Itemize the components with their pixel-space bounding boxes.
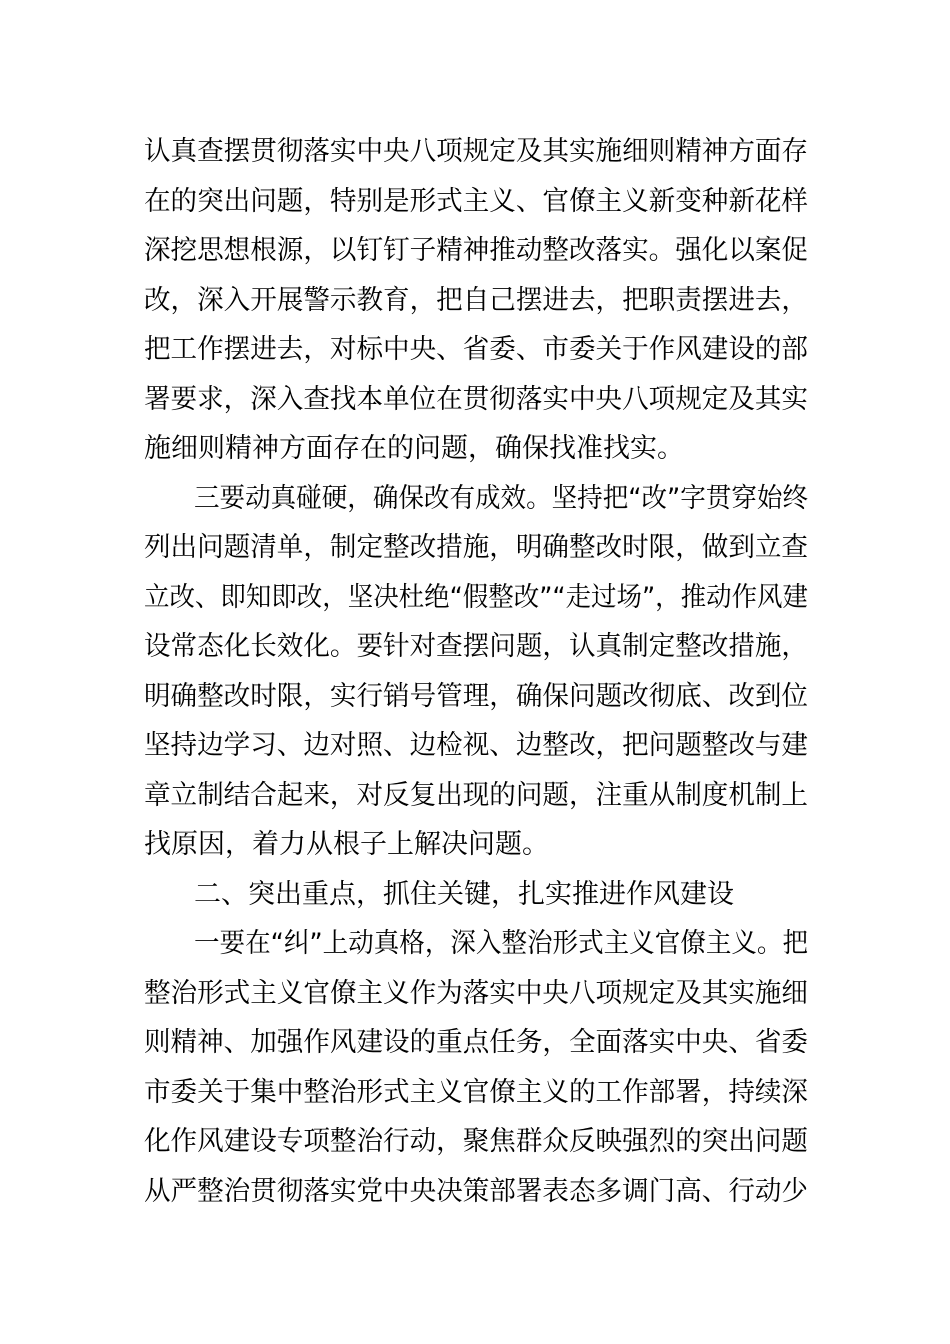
text-line: 立改、即知即改，坚决杜绝“假整改”“走过场”，推动作风建 [144,582,808,613]
paragraph-start-line: 一要在“纠”上动真格，深入整治形式主义官僚主义。把 [194,928,809,959]
text-line: 改，深入开展警示教育，把自己摆进去，把职责摆进去， [144,285,808,316]
text-line: 施细则精神方面存在的问题，确保找准找实。 [144,433,684,464]
text-line: 明确整改时限，实行销号管理，确保问题改彻底、改到位 [144,681,808,712]
text-line: 列出问题清单，制定整改措施，明确整改时限，做到立查 [144,532,808,563]
text-line: 在的突出问题，特别是形式主义、官僚主义新变种新花样 [144,186,808,217]
text-line: 把工作摆进去，对标中央、省委、市委关于作风建设的部 [144,334,808,365]
text-line: 从严整治贯彻落实党中央决策部署表态多调门高、行动少 [144,1176,808,1207]
text-line: 市委关于集中整治形式主义官僚主义的工作部署，持续深 [144,1077,808,1108]
text-line: 整治形式主义官僚主义作为落实中央八项规定及其实施细 [144,978,808,1009]
text-line: 则精神、加强作风建设的重点任务，全面落实中央、省委 [144,1027,808,1058]
text-line: 设常态化长效化。要针对查摆问题，认真制定整改措施， [144,631,808,662]
text-line: 认真查摆贯彻落实中央八项规定及其实施细则精神方面存 [144,136,808,167]
text-line: 化作风建设专项整治行动，聚焦群众反映强烈的突出问题 [144,1126,808,1157]
text-line: 找原因，着力从根子上解决问题。 [144,829,549,860]
text-line: 章立制结合起来，对反复出现的问题，注重从制度机制上 [144,780,808,811]
section-heading: 二、突出重点，抓住关键，扎实推进作风建设 [194,879,734,910]
text-line: 署要求，深入查找本单位在贯彻落实中央八项规定及其实 [144,384,808,415]
text-line: 深挖思想根源，以钉钉子精神推动整改落实。强化以案促 [144,235,808,266]
paragraph-start-line: 三要动真碰硬，确保改有成效。坚持把“改”字贯穿始终 [194,483,809,514]
text-line: 坚持边学习、边对照、边检视、边整改，把问题整改与建 [144,730,808,761]
